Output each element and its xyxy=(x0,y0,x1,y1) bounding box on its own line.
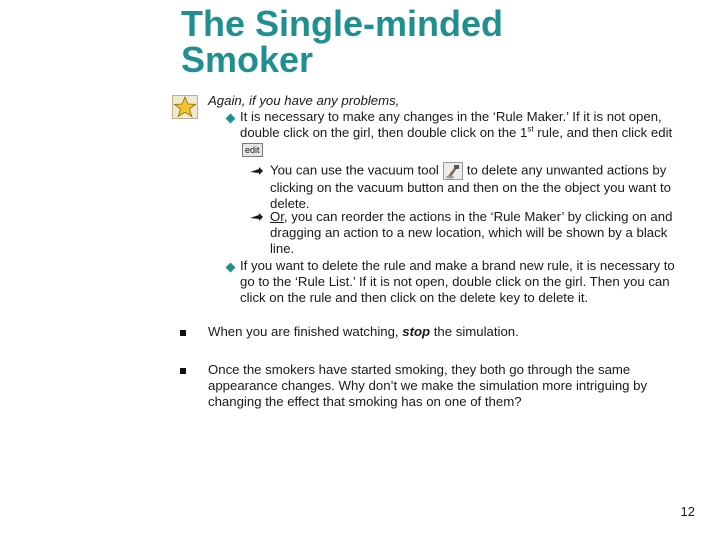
bullet1-text-post: rule, and then click edit xyxy=(533,125,673,140)
intro-text: Again, if you have any problems, xyxy=(208,93,400,108)
diamond-bullet-icon xyxy=(226,263,236,273)
slide-title xyxy=(181,3,681,80)
arrow-bullet-icon xyxy=(250,167,263,176)
arrow-bullet-icon xyxy=(250,213,263,222)
square-bullet-icon xyxy=(180,330,186,336)
bullet-rule-maker xyxy=(240,109,680,157)
bullet-rule-list: If you want to delete the rule and make a brand new rule, it is necessary to go to the ‘Rule List.’ If it is not open, double click on the girl. Then you can click on the rule and then click on the delete key to delete it. xyxy=(240,258,675,305)
title-line-1: The Single-minded xyxy=(181,3,504,44)
diamond-bullet-icon xyxy=(226,114,236,124)
main-bullet-stop xyxy=(208,324,688,340)
sub2-text: , you can reorder the actions in the ‘Rule Maker’ by clicking on and dragging an action to a new location, which will be shown by a black line. xyxy=(270,209,673,256)
bullet1-text-pre: It is necessary to make any changes in the ‘Rule Maker.’ If it is not open, double click on the girl, then double click on the 1 xyxy=(240,109,662,140)
edit-button-icon: edit xyxy=(242,143,263,157)
star-icon xyxy=(172,95,198,119)
sub1-text-post: to delete any unwanted actions by clicking on the vacuum button and then on the the object you want to delete. xyxy=(270,162,672,211)
page-number: 12 xyxy=(680,504,695,519)
sub-bullet-vacuum xyxy=(270,162,690,212)
sub1-text-pre: You can use the vacuum tool xyxy=(270,162,439,178)
main1-text-post: the simulation. xyxy=(430,324,519,339)
square-bullet-icon xyxy=(180,368,186,374)
main1-text-pre: When you are finished watching, xyxy=(208,324,403,339)
title-line-2: Smoker xyxy=(181,39,314,80)
main1-stop: stop xyxy=(402,324,431,339)
sub-bullet-reorder xyxy=(270,209,690,257)
vacuum-icon xyxy=(443,162,463,180)
main-bullet-smokers: Once the smokers have started smoking, they both go through the same appearance changes. Why don’t we make the simulation more intriguing by changing the effect that smoking has on one of them? xyxy=(208,362,648,409)
sub2-or: Or xyxy=(270,209,284,224)
bullet1-sup: st xyxy=(527,124,534,134)
